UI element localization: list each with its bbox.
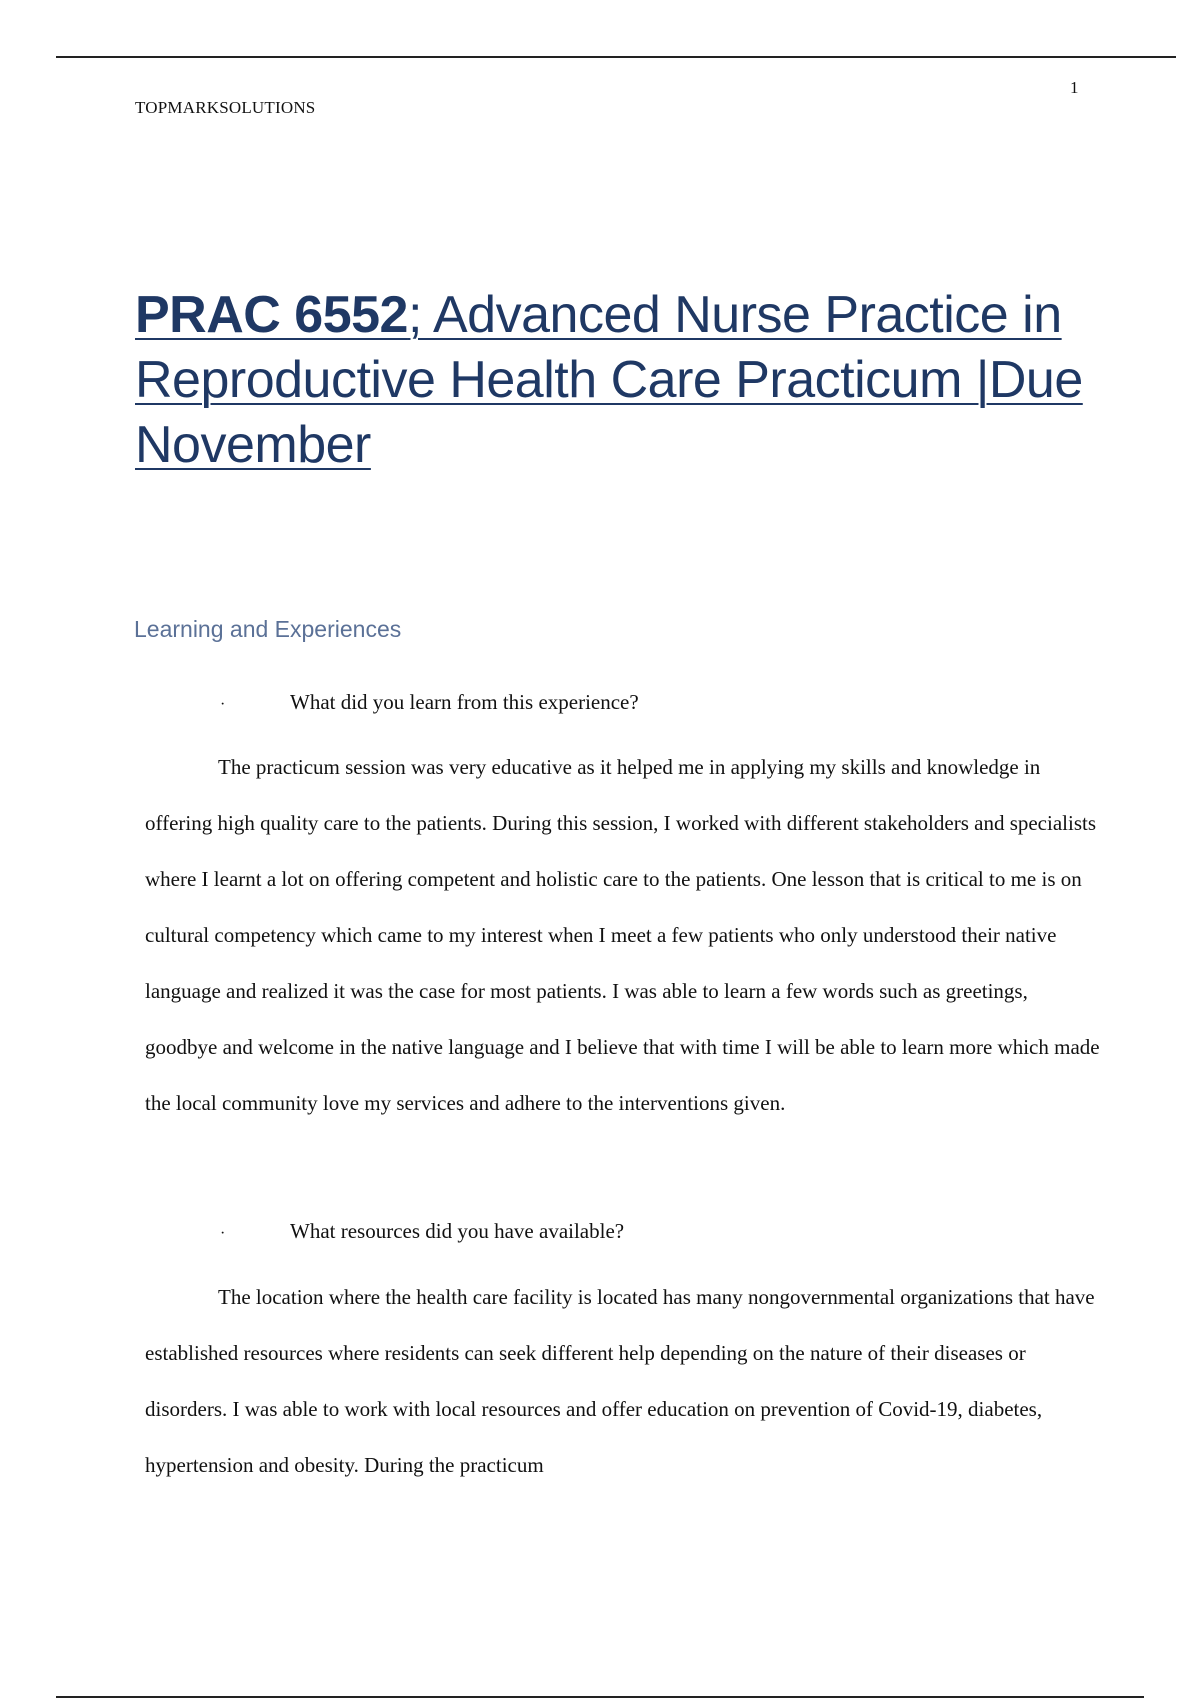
course-code: PRAC 6552 bbox=[135, 286, 408, 344]
bullet-icon: · bbox=[220, 1225, 226, 1242]
question-text: What resources did you have available? bbox=[290, 1219, 625, 1243]
answer-paragraph: The practicum session was very educative as it helped me in applying my skills and knowledge in offering high quality care to the patients. During this session, I worked with different stakeholders and specialists where I learnt a lot on offering competent and holistic care to the patients. One lesson that is critical to me is on cultural competency which came to my interest when I meet a few patients who only understood their native language and realized it was the case for most patients. I was able to learn a few words such as greetings, goodbye and welcome in the native language and I believe that with time I will be able to learn more which made the local community love my services and adhere to the interventions given. bbox=[145, 755, 1100, 1115]
bullet-icon: · bbox=[220, 696, 226, 713]
running-head: TOPMARKSOLUTIONS bbox=[135, 98, 316, 117]
question-text: What did you learn from this experience? bbox=[290, 690, 639, 714]
page-number: 1 bbox=[1070, 78, 1079, 97]
document-title bbox=[135, 283, 1135, 478]
footer-rule bbox=[56, 1696, 1144, 1698]
header-rule bbox=[56, 56, 1176, 58]
question-item bbox=[220, 690, 639, 715]
answer-paragraph: The location where the health care facility is located has many nongovernmental organizations that have established resources where residents can seek different help depending on the nature of their diseases or disorders. I was able to work with local resources and offer education on prevention of Covid-19, diabetes, hypertension and obesity. During the practicum bbox=[145, 1285, 1095, 1477]
title-text: ; Advanced Nurse Practice in Reproductive Health Care Practicum |Due November bbox=[135, 286, 1083, 474]
question-item bbox=[220, 1219, 624, 1244]
section-heading: Learning and Experiences bbox=[134, 616, 402, 642]
